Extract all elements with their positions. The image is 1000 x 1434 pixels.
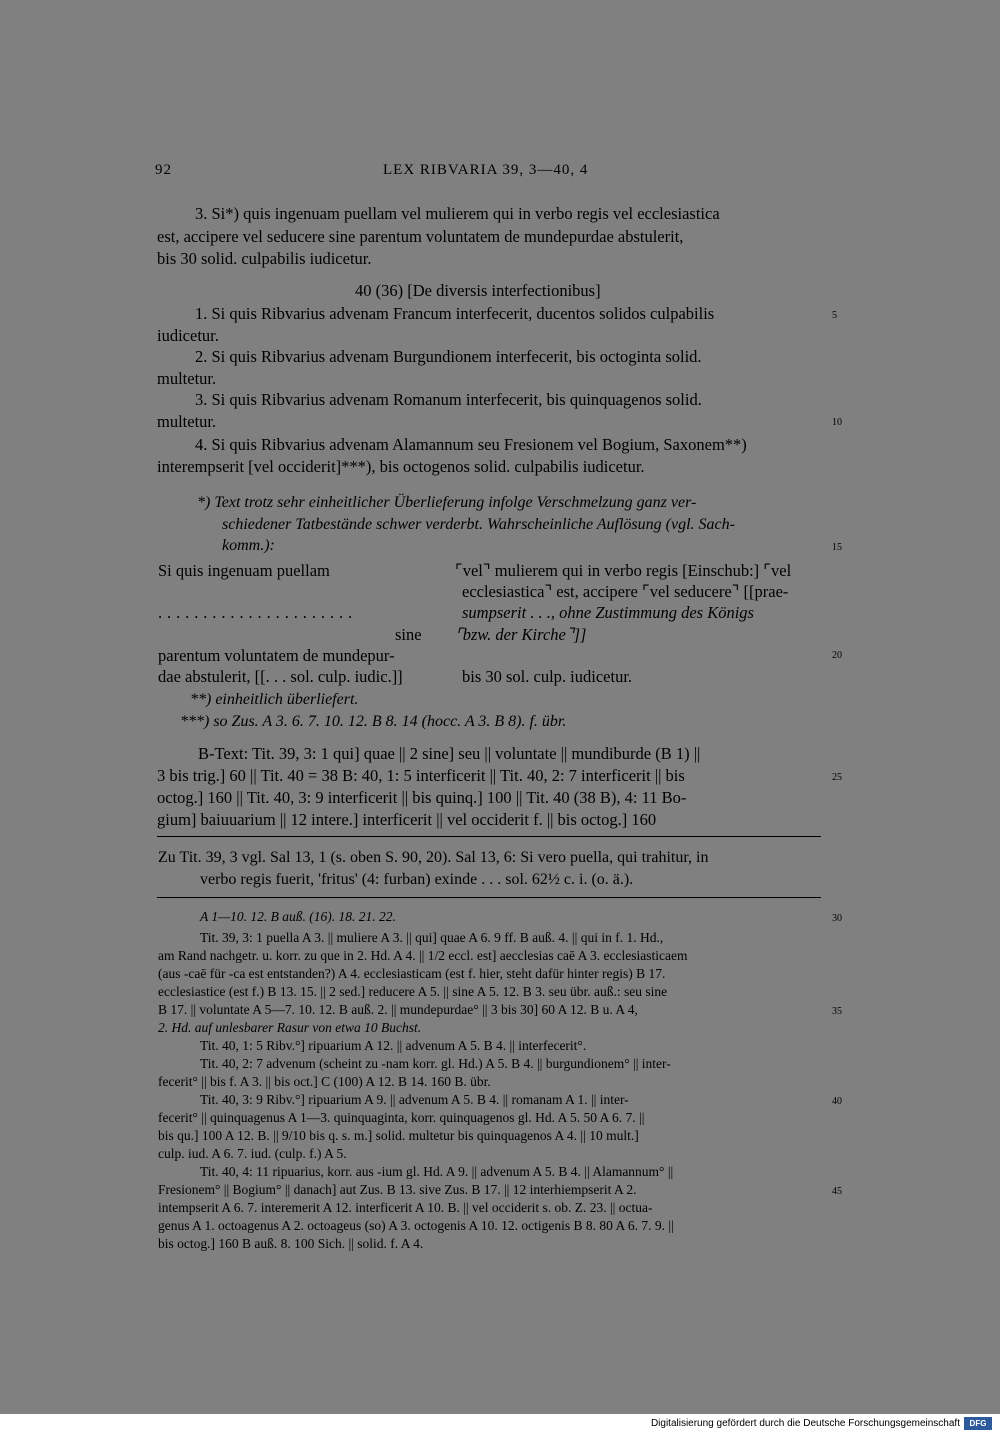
footnote-line: ***) so Zus. A 3. 6. 7. 10. 12. B 8. 14 (hocc. A 3. B 8). f. übr. (180, 713, 567, 730)
apparatus-line: B 17. || voluntate A 5—7. 10. 12. B auß. 2. || mundepurdae° || 3 bis 30] 60 A 12. B u. A 4, (158, 1002, 638, 1017)
comparison-line: verbo regis fuerit, 'fritus' (4: furban) exinde . . . sol. 62½ c. i. (o. ä.). (200, 871, 634, 888)
footer-credit: Digitalisierung gefördert durch die Deutsche Forschungsgemeinschaft (650, 1418, 960, 1429)
btext-line: gium] baiuuarium || 12 intere.] interficerit || vel occiderit f. || bis octog.] 160 (157, 810, 657, 829)
footer-bar (0, 1414, 1000, 1434)
apparatus-line: culp. iud. A 6. 7. iud. (culp. f.) A 5. (158, 1146, 347, 1161)
text-line: 4. Si quis Ribvarius advenam Alamannum seu Fresionem vel Bogium, Saxonem**) (195, 435, 747, 454)
line-number: 30 (832, 913, 842, 924)
reconstruction-right: ⌜vel⌝ mulierem qui in verbo regis [Einschub:] ⌜vel (455, 561, 792, 580)
btext-line: 3 bis trig.] 60 || Tit. 40 = 38 B: 40, 1: 5 interficerit || Tit. 40, 2: 7 interficerit || bis (157, 766, 685, 785)
text-line: 3. Si*) quis ingenuam puellam vel mulierem qui in verbo regis vel ecclesiastica (195, 204, 720, 223)
apparatus-line: Fresionem° || Bogium° || danach] aut Zus. B 13. sive Zus. B 17. || 12 interhiempserit A 2. (158, 1182, 637, 1197)
text-line: multetur. (157, 412, 217, 431)
line-number: 40 (832, 1096, 842, 1107)
reconstruction-right: ecclesiastica⌝ est, accipere ⌜vel seducere⌝ [[prae- (462, 582, 789, 601)
apparatus-line: fecerit° || bis f. A 3. || bis oct.] C (100) A 12. B 14. 160 B. übr. (158, 1074, 491, 1089)
divider (157, 836, 821, 837)
reconstruction-left: . . . . . . . . . . . . . . . . . . . . . . (158, 603, 353, 622)
line-number: 15 (832, 542, 842, 553)
reconstruction-left: dae abstulerit, [[. . . sol. culp. iudic.]] (158, 667, 403, 686)
apparatus-line: Tit. 40, 3: 9 Ribv.°] ripuarium A 9. || advenum A 5. B 4. || romanam A 1. || inter- (200, 1092, 629, 1107)
line-number: 20 (832, 650, 842, 661)
apparatus-line: intempserit A 6. 7. interemerit A 12. interficerit A 10. B. || vel occiderit s. ob. Z. 23. || octua- (158, 1200, 653, 1215)
apparatus-line: Tit. 40, 4: 11 ripuarius, korr. aus -ium gl. Hd. A 9. || advenum A 5. B 4. || Alamannum° || (200, 1164, 674, 1179)
comparison-line: Zu Tit. 39, 3 vgl. Sal 13, 1 (s. oben S. 90, 20). Sal 13, 6: Si vero puella, qui trahitur, in (158, 849, 709, 866)
apparatus-line: 2. Hd. auf unlesbarer Rasur von etwa 10 Buchst. (158, 1020, 422, 1035)
apparatus-line: fecerit° || quinquagenus A 1—3. quinquaginta, korr. quinquagenos gl. Hd. A 5. 50 A 6. 7. || (158, 1110, 645, 1125)
running-title: LEX RIBVARIA 39, 3—40, 4 (383, 162, 589, 178)
text-line: interempserit [vel occiderit]***), bis octogenos solid. culpabilis iudicetur. (157, 457, 645, 476)
line-number: 10 (832, 417, 842, 428)
page-number: 92 (155, 162, 172, 178)
apparatus-line: Tit. 39, 3: 1 puella A 3. || muliere A 3. || qui] quae A 6. 9 ff. B auß. 4. || qui in f. 1. Hd., (200, 930, 664, 945)
apparatus-line: A 1—10. 12. B auß. (16). 18. 21. 22. (200, 909, 396, 924)
text-line: multetur. (157, 369, 217, 388)
text-line: bis 30 solid. culpabilis iudicetur. (157, 249, 372, 268)
reconstruction-right: ⌜bzw. der Kirche⌝]] (455, 625, 587, 644)
text-line: 1. Si quis Ribvarius advenam Francum interfecerit, ducentos solidos culpabilis (195, 304, 715, 323)
apparatus-line: Tit. 40, 2: 7 advenum (scheint zu -nam korr. gl. Hd.) A 5. B 4. || burgundionem° || inter- (200, 1056, 671, 1071)
reconstruction-right: sumpserit . . ., ohne Zustimmung des Königs (462, 603, 754, 622)
line-number: 45 (832, 1186, 842, 1197)
footnote-line: komm.): (222, 537, 275, 554)
footnote-line: schiedener Tatbestände schwer verderbt. Wahrscheinliche Auflösung (vgl. Sach- (222, 516, 735, 533)
section-heading: 40 (36) [De diversis interfectionibus] (355, 281, 601, 300)
footnote-line: **) einheitlich überliefert. (190, 691, 359, 708)
text-line: est, accipere vel seducere sine parentum voluntatem de mundepurdae abstulerit, (157, 227, 684, 246)
text-line: 3. Si quis Ribvarius advenam Romanum interfecerit, bis quinquagenos solid. (195, 390, 702, 409)
reconstruction-right: bis 30 sol. culp. iudicetur. (462, 667, 633, 686)
line-number: 5 (832, 310, 837, 321)
apparatus-line: ecclesiastice (est f.) B 13. 15. || 2 sed.] reducere A 5. || sine A 5. 12. B 3. seu übr. auß.: seu sine (158, 984, 668, 999)
reconstruction-left: Si quis ingenuam puellam (158, 561, 330, 580)
apparatus-line: (aus -caē für -ca est entstanden?) A 4. ecclesiasticam (est f. hier, steht dafür hinter regis) B 17. (158, 966, 666, 981)
footnote-line: *) Text trotz sehr einheitlicher Überlieferung infolge Verschmelzung ganz ver- (197, 494, 697, 511)
apparatus-line: genus A 1. octoagenus A 2. octoageus (so) A 3. octogenis A 10. 12. octigenis B 8. 80 A 6. 7. 9. || (158, 1218, 674, 1233)
reconstruction-left: parentum voluntatem de mundepur- (158, 646, 395, 665)
apparatus-line: Tit. 40, 1: 5 Ribv.°] ripuarium A 12. || advenum A 5. B 4. || interfecerit°. (200, 1038, 587, 1053)
line-number: 35 (832, 1006, 842, 1017)
apparatus-line: bis qu.] 100 A 12. B. || 9/10 bis q. s. m.] solid. multetur bis quinquagenos A 4. || 10 mult.] (158, 1128, 639, 1143)
reconstruction-left: sine (395, 625, 422, 644)
apparatus-line: bis octog.] 160 B auß. 8. 100 Sich. || solid. f. A 4. (158, 1236, 424, 1251)
line-number: 25 (832, 772, 842, 783)
dfg-logo: DFG (964, 1417, 992, 1430)
btext-line: octog.] 160 || Tit. 40, 3: 9 interficerit || bis quinq.] 100 || Tit. 40 (38 B), 4: 11 Bo- (157, 788, 687, 807)
btext-line: B-Text: Tit. 39, 3: 1 qui] quae || 2 sine] seu || voluntate || mundiburde (B 1) || (198, 744, 701, 763)
apparatus-line: am Rand nachgetr. u. korr. zu que in 2. Hd. A 4. || 1/2 eccl. est] aecclesias caē A 3. ecclesiasticaem (158, 948, 688, 963)
text-line: 2. Si quis Ribvarius advenam Burgundionem interfecerit, bis octoginta solid. (195, 347, 702, 366)
divider (157, 897, 821, 898)
text-line: iudicetur. (157, 326, 219, 345)
